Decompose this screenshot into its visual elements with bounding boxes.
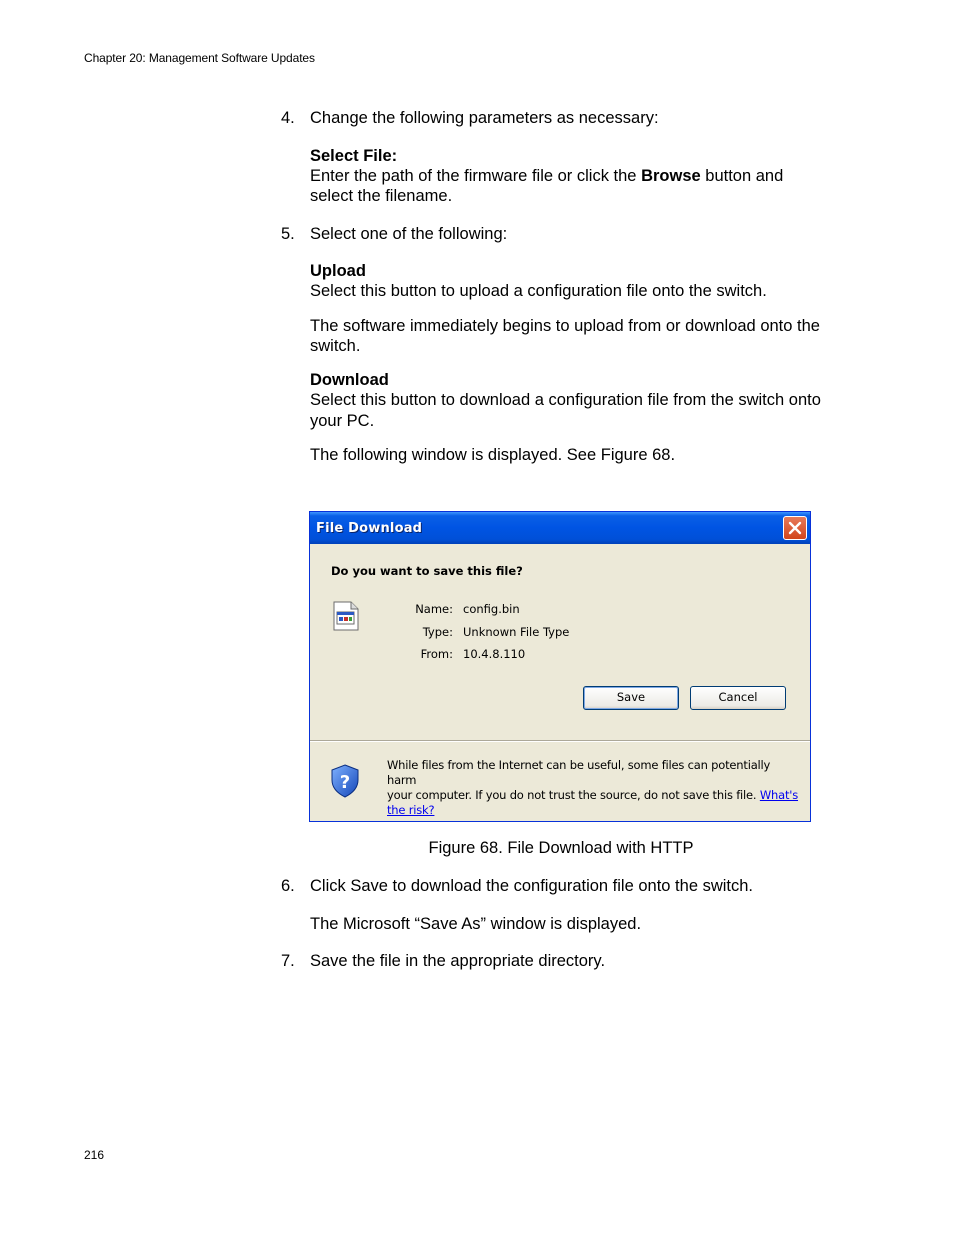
- step-7-text: Save the file in the appropriate directory.: [310, 952, 606, 970]
- dialog-title: File Download: [316, 521, 423, 536]
- name-label: Name:: [415, 602, 453, 616]
- select-file-heading: [310, 146, 850, 167]
- step-5-text: Select one of the following:: [310, 225, 508, 243]
- shield-question-icon: [330, 764, 360, 798]
- upload-label: Upload: [310, 262, 366, 280]
- security-warning: [387, 758, 802, 818]
- running-head: Chapter 20: Management Software Updates: [84, 51, 315, 65]
- cancel-button[interactable]: Cancel: [690, 686, 786, 710]
- svg-text:?: ?: [339, 772, 351, 793]
- step-4-text: Change the following parameters as necessary:: [310, 109, 659, 127]
- warning-line1: While files from the Internet can be useful, some files can potentially harm: [387, 758, 771, 787]
- warning-line2-text: your computer. If you do not trust the source, do not save this file.: [387, 788, 757, 802]
- dialog-question: Do you want to save this file?: [331, 564, 523, 578]
- close-button[interactable]: [783, 516, 807, 540]
- download-line1: Select this button to download a configuration file from the switch onto: [310, 391, 821, 409]
- step-6-number: 6.: [281, 877, 295, 895]
- dialog-titlebar[interactable]: [310, 512, 810, 544]
- browse-term: Browse: [641, 167, 701, 185]
- type-value: Unknown File Type: [463, 625, 570, 639]
- step-5-number: 5.: [281, 225, 295, 243]
- close-icon: [787, 520, 803, 536]
- whats-the-risk-link-part2[interactable]: the risk?: [387, 803, 435, 817]
- select-file-line2: select the filename.: [310, 187, 453, 205]
- from-label: From:: [420, 647, 453, 661]
- dialog-separator: [310, 740, 810, 742]
- select-file-post: button and: [705, 167, 784, 185]
- step-7-number: 7.: [281, 952, 295, 970]
- page-number: 216: [84, 1148, 105, 1162]
- step-4-number: 4.: [281, 109, 295, 127]
- download-heading: [310, 370, 850, 391]
- warning-line3: [387, 803, 802, 818]
- unknown-file-icon: [333, 601, 359, 631]
- from-value: 10.4.8.110: [463, 647, 526, 661]
- type-label: Type:: [422, 625, 453, 639]
- file-download-dialog: [309, 511, 811, 822]
- name-value: config.bin: [463, 602, 520, 616]
- whats-the-risk-link-part1[interactable]: What's: [759, 788, 799, 802]
- figure-caption: Figure 68. File Download with HTTP: [428, 839, 694, 857]
- immediate-line1: The software immediately begins to upload from or download onto the: [310, 317, 820, 335]
- download-line2: your PC.: [310, 412, 375, 430]
- save-as-text: The Microsoft “Save As” window is displayed.: [310, 915, 642, 933]
- following-window-text: The following window is displayed. See Figure 68.: [310, 446, 676, 464]
- select-file-pre: Enter the path of the firmware file or click the: [310, 167, 637, 185]
- download-label: Download: [310, 371, 389, 389]
- immediate-line2: switch.: [310, 337, 361, 355]
- warning-line2: [387, 788, 802, 803]
- upload-description: Select this button to upload a configuration file onto the switch.: [310, 282, 767, 300]
- select-file-description: [310, 166, 850, 187]
- step-6-text: Click Save to download the configuration file onto the switch.: [310, 877, 754, 895]
- upload-heading: [310, 261, 850, 282]
- select-file-label: Select File:: [310, 147, 398, 165]
- save-button[interactable]: Save: [583, 686, 679, 710]
